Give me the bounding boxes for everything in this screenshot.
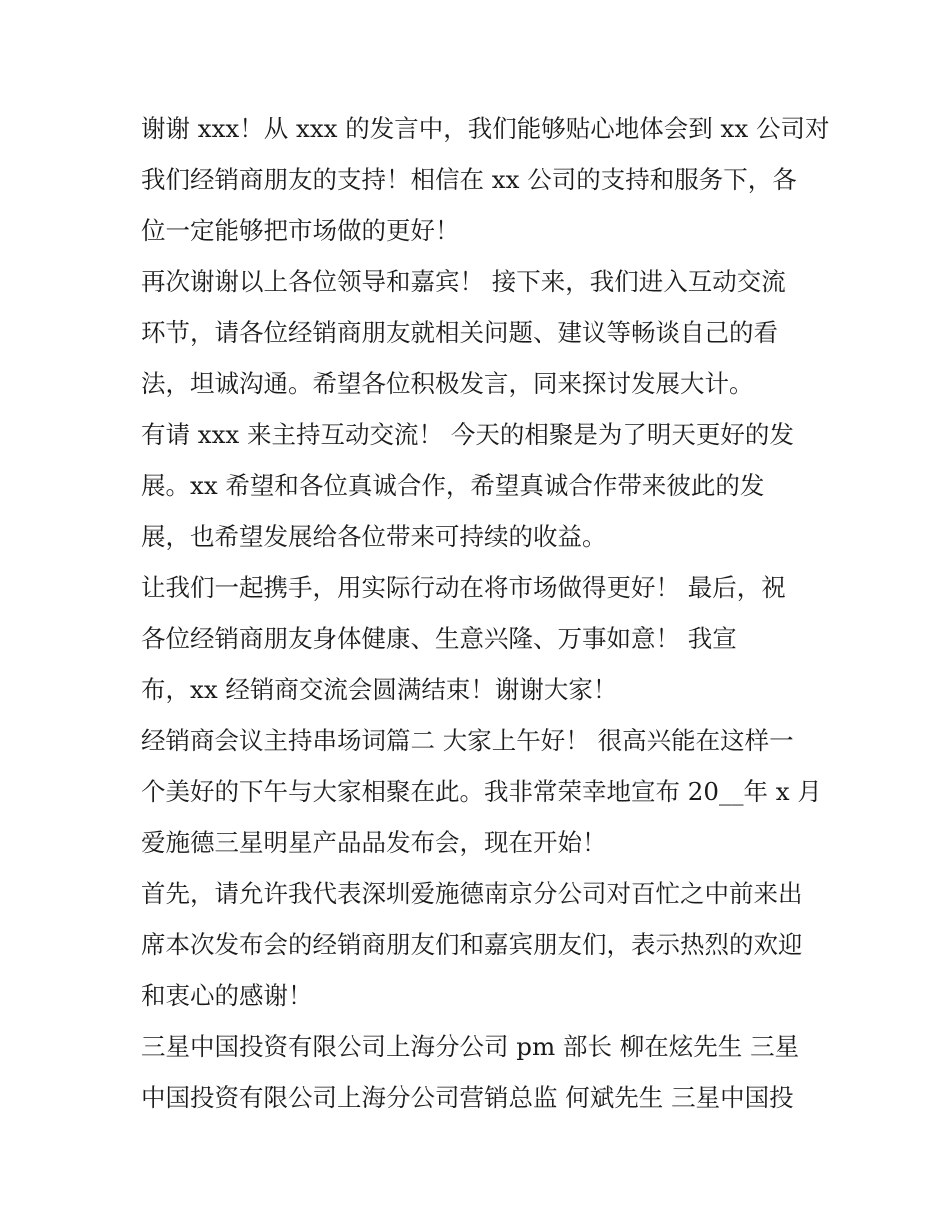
text-line: 谢谢 xxx！从 xxx 的发言中，我们能够贴心地体会到 xx 公司对	[141, 114, 830, 143]
text-line: 经销商会议主持串场词篇二 大家上午好！ 很高兴能在这样一	[141, 726, 794, 755]
text-line: 三星中国投资有限公司上海分公司 pm 部长 柳在炫先生 三星	[141, 1032, 800, 1061]
text-line: 位一定能够把市场做的更好！	[141, 216, 460, 245]
text-line: 爱施德三星明星产品品发布会，现在开始！	[141, 828, 607, 857]
text-line: 让我们一起携手，用实际行动在将市场做得更好！ 最后，祝	[141, 573, 786, 602]
text-line: 有请 xxx 来主持互动交流！ 今天的相聚是为了明天更好的发	[141, 420, 794, 449]
body-text	[141, 107, 830, 1127]
text-line: 法，坦诚沟通。希望各位积极发言，同来探讨发展大计。	[141, 369, 754, 398]
text-line: 首先，请允许我代表深圳爱施德南京分公司对百忙之中前来出	[141, 879, 803, 908]
text-line: 再次谢谢以上各位领导和嘉宾！ 接下来，我们进入互动交流	[141, 267, 786, 296]
text-line: 中国投资有限公司上海分公司营销总监 何斌先生 三星中国投	[141, 1083, 794, 1112]
text-line: 展。xx 希望和各位真诚合作，希望真诚合作带来彼此的发	[141, 471, 765, 500]
text-line: 和衷心的感谢！	[141, 981, 313, 1010]
text-line: 展，也希望发展给各位带来可持续的收益。	[141, 522, 607, 551]
text-line: 各位经销商朋友身体健康、生意兴隆、万事如意！ 我宣	[141, 624, 737, 653]
text-line: 席本次发布会的经销商朋友们和嘉宾朋友们，表示热烈的欢迎	[141, 930, 803, 959]
text-line: 布，xx 经销商交流会圆满结束！谢谢大家！	[141, 675, 618, 704]
text-line: 环节，请各位经销商朋友就相关问题、建议等畅谈自己的看	[141, 318, 778, 347]
text-line: 我们经销商朋友的支持！相信在 xx 公司的支持和服务下，各	[141, 165, 797, 194]
text-line: 个美好的下午与大家相聚在此。我非常荣幸地宣布 20__年 x 月	[141, 777, 822, 806]
